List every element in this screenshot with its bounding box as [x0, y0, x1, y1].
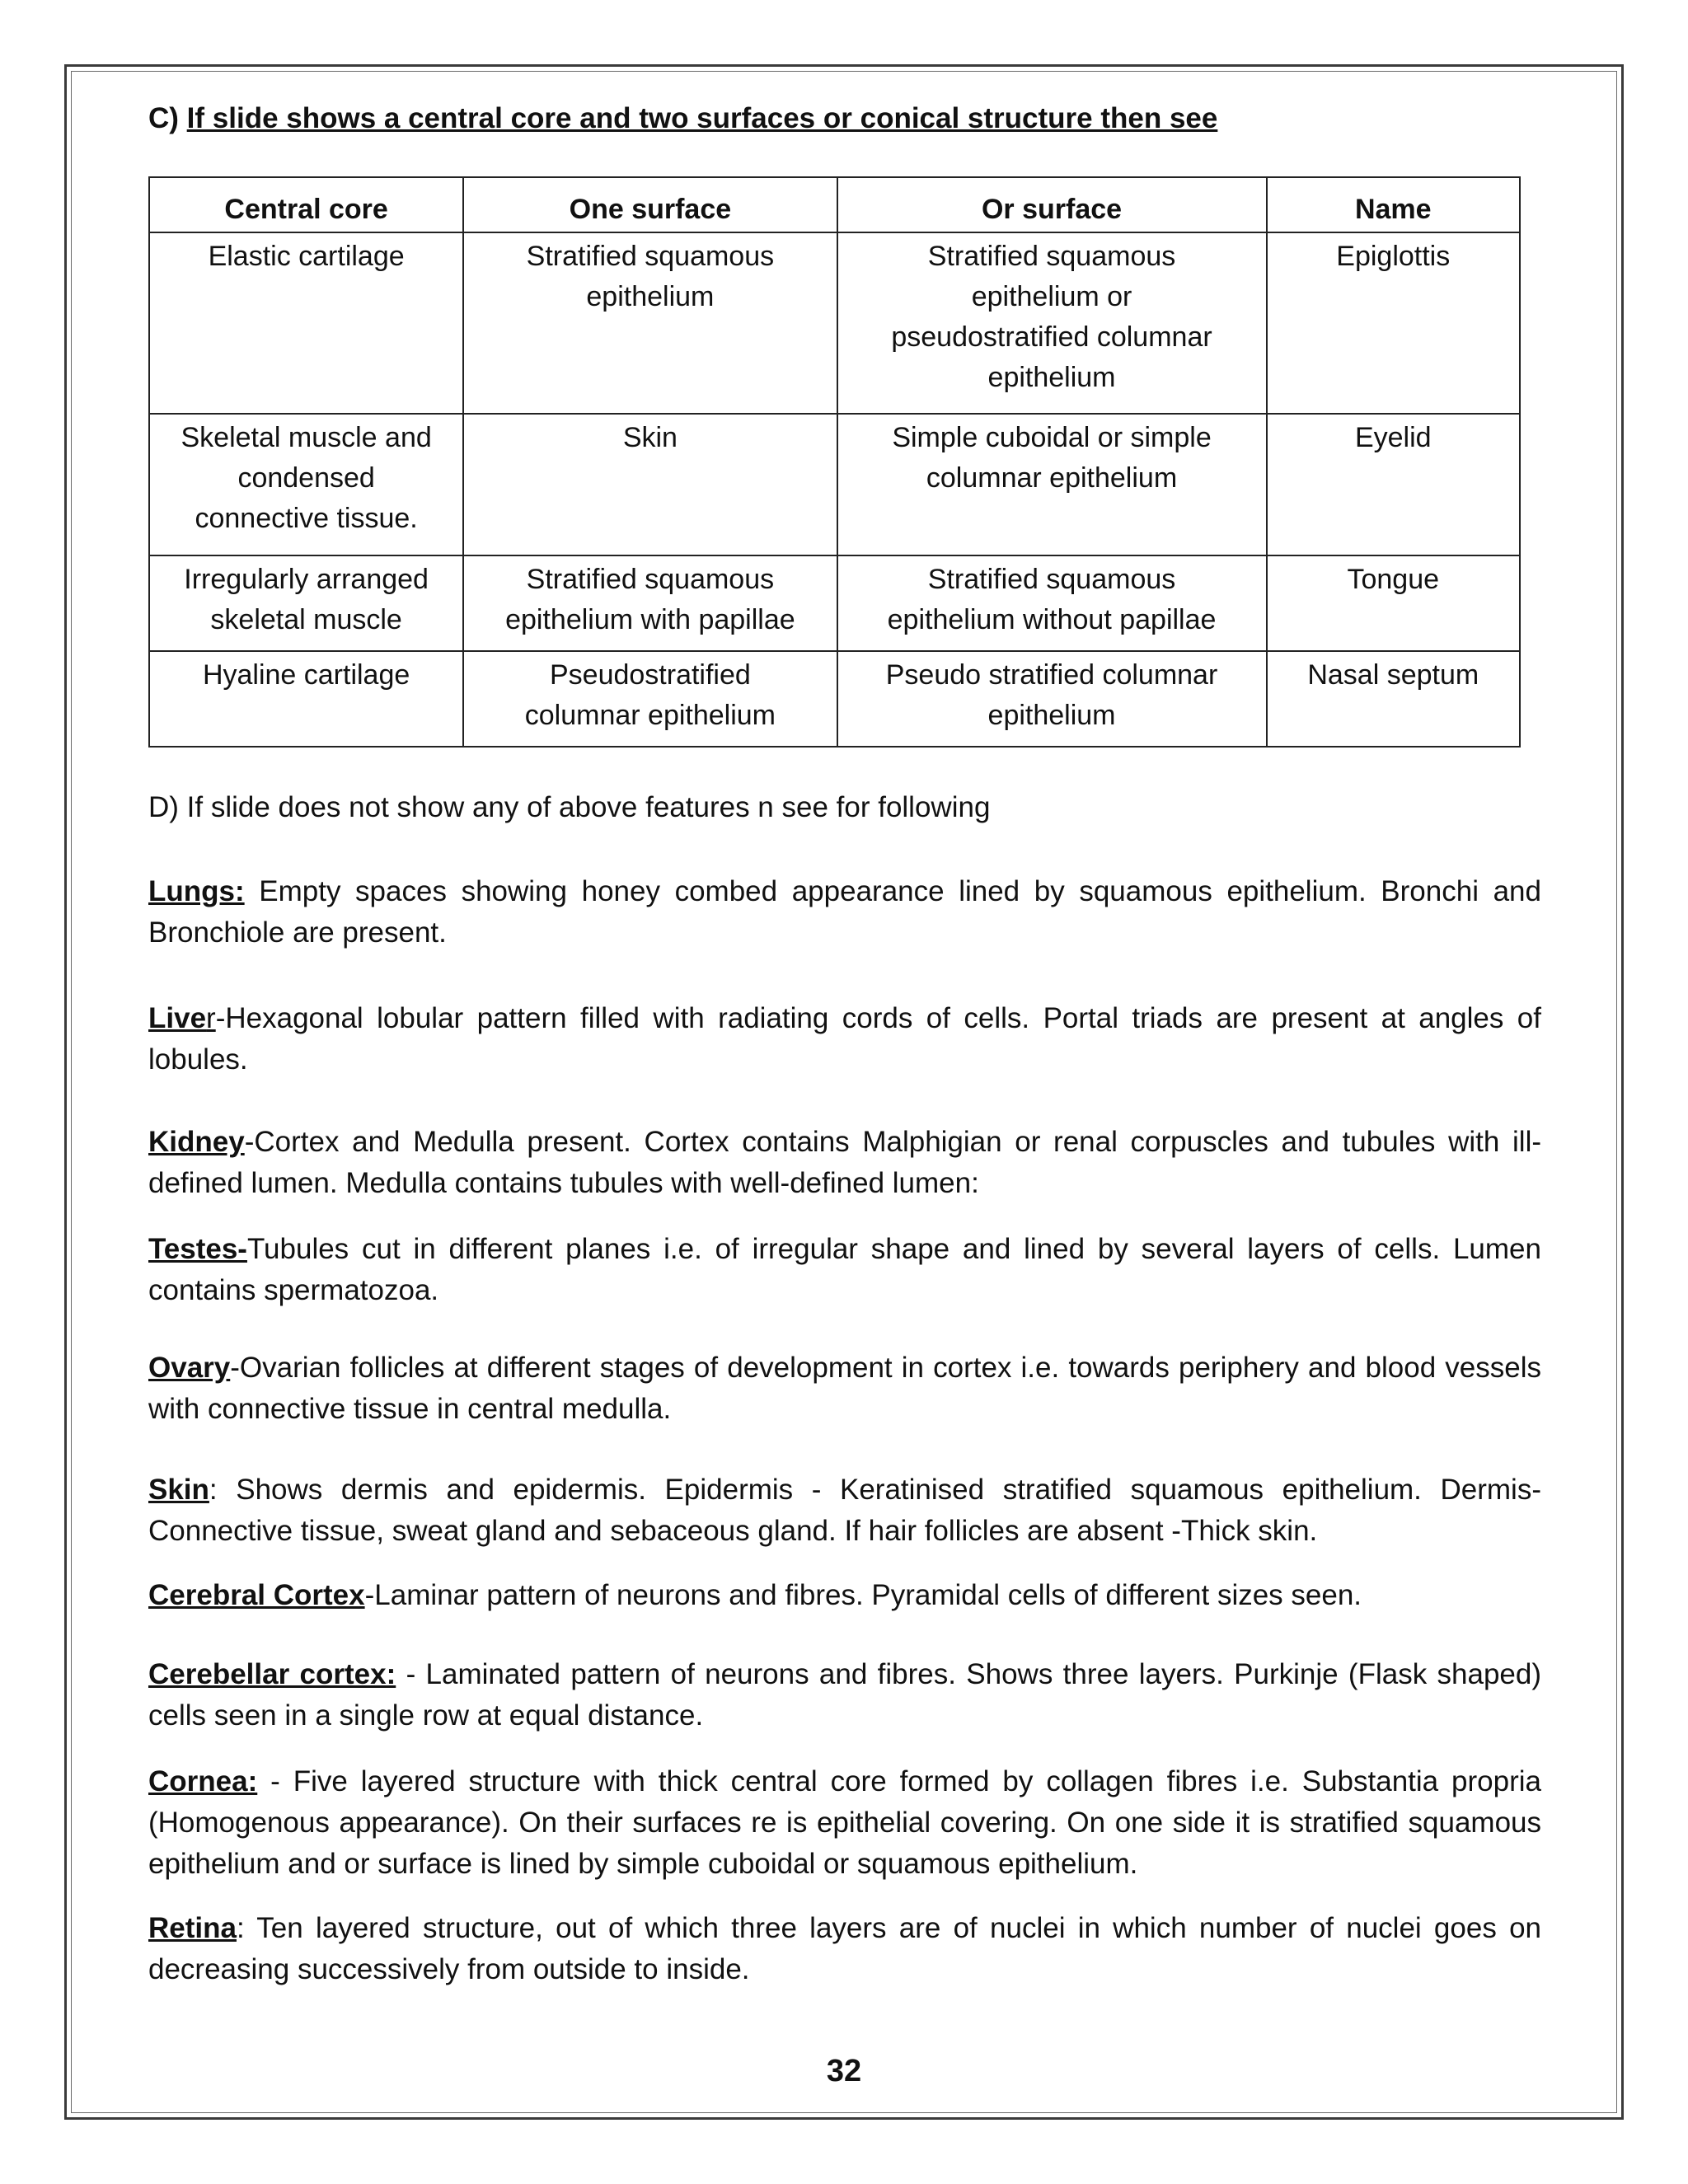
- cell-line: Stratified squamous: [526, 564, 775, 595]
- cell-line: Pseudostratified: [549, 659, 751, 691]
- cell-central-core: [149, 414, 463, 555]
- table-header-row: [149, 177, 1520, 232]
- header-or-surface: Or surface: [837, 177, 1267, 232]
- organ-ovary: [148, 1347, 1541, 1430]
- table-row: [149, 555, 1520, 651]
- cell-line: Stratified squamous: [927, 241, 1176, 272]
- cell-line: epithelium: [586, 281, 715, 312]
- cell-one-surface: [463, 555, 837, 651]
- header-central-core: Central core: [149, 177, 463, 232]
- organ-term-suffix: r: [206, 1002, 216, 1034]
- section-c-heading-text: If slide shows a central core and two surfaces or conical structure then see: [186, 102, 1218, 134]
- cell-name: [1267, 651, 1520, 747]
- organ-description: -Hexagonal lobular pattern filled with radiating cords of cells. Portal triads are present at angles of lobules.: [148, 1002, 1541, 1076]
- cell-line: Epiglottis: [1336, 241, 1451, 272]
- organ-term: Lungs:: [148, 875, 245, 907]
- cell-line: connective tissue.: [195, 503, 418, 534]
- organ-term: Cerebellar cortex:: [148, 1658, 396, 1690]
- organ-liver: [148, 998, 1541, 1080]
- cell-line: epithelium with papillae: [505, 604, 795, 635]
- cell-line: pseudostratified columnar: [891, 321, 1212, 353]
- table-row: [149, 651, 1520, 747]
- table-row: [149, 414, 1520, 555]
- cell-line: epithelium without papillae: [887, 604, 1217, 635]
- organ-lungs: [148, 871, 1541, 954]
- organ-cerebral-cortex: [148, 1575, 1541, 1616]
- cell-central-core: [149, 232, 463, 414]
- organ-term: Kidney: [148, 1126, 245, 1158]
- cell-line: condensed: [237, 462, 375, 494]
- cell-line: Hyaline cartilage: [202, 659, 410, 691]
- organ-term: Testes-: [148, 1233, 247, 1265]
- organ-description: - Five layered structure with thick central core formed by collagen fibres i.e. Substantia propria (Homogenous appearance). On their surfaces re is epithelial covering. On one side it is stratified squamous epithelium and or surface is lined by simple cuboidal or squamous epithelium.: [148, 1765, 1541, 1880]
- cell-line: epithelium or: [971, 281, 1132, 312]
- page-content: [148, 97, 1541, 1990]
- organ-description: Tubules cut in different planes i.e. of irregular shape and lined by several layers of cells. Lumen contains spermatozoa.: [148, 1233, 1541, 1306]
- cell-line: Eyelid: [1354, 422, 1432, 453]
- organ-skin: [148, 1469, 1541, 1552]
- cell-line: epithelium: [987, 700, 1116, 731]
- cell-line: Nasal septum: [1307, 659, 1479, 691]
- cell-central-core: [149, 555, 463, 651]
- organ-description: Empty spaces showing honey combed appearance lined by squamous epithelium. Bronchi and Bronchiole are present.: [148, 875, 1541, 949]
- section-c-heading: [148, 97, 1541, 140]
- cell-or-surface: [837, 555, 1267, 651]
- organ-description: - Laminated pattern of neurons and fibres. Shows three layers. Purkinje (Flask shaped) cells seen in a single row at equal distance.: [148, 1658, 1542, 1732]
- cell-line: epithelium: [987, 362, 1116, 393]
- central-core-table: [148, 176, 1521, 748]
- organ-description: : Shows dermis and epidermis. Epidermis - Keratinised stratified squamous epithelium. Dermis- Connective tissue, sweat gland and sebaceous gland. If hair follicles are absent -Thick skin.: [148, 1474, 1541, 1547]
- organ-cornea: [148, 1761, 1541, 1885]
- cell-or-surface: [837, 651, 1267, 747]
- cell-line: Stratified squamous: [526, 241, 775, 272]
- organ-cerebellar-cortex: [148, 1654, 1541, 1736]
- cell-line: Skin: [622, 422, 678, 453]
- cell-name: [1267, 232, 1520, 414]
- header-one-surface: One surface: [463, 177, 837, 232]
- cell-or-surface: [837, 232, 1267, 414]
- organ-term: Retina: [148, 1912, 237, 1944]
- organ-description: : Ten layered structure, out of which three layers are of nuclei in which number of nuclei goes on decreasing successively from outside to inside.: [148, 1912, 1541, 1985]
- cell-line: columnar epithelium: [926, 462, 1178, 494]
- cell-name: [1267, 414, 1520, 555]
- section-c-label: C): [148, 102, 179, 134]
- cell-line: skeletal muscle: [210, 604, 402, 635]
- organ-term: Cerebral Cortex: [148, 1579, 365, 1611]
- cell-line: Tongue: [1347, 564, 1440, 595]
- cell-line: Irregularly arranged: [184, 564, 429, 595]
- cell-line: Simple cuboidal or simple: [892, 422, 1212, 453]
- organ-kidney: [148, 1122, 1541, 1204]
- organ-term: Live: [148, 1002, 207, 1034]
- organ-term: Skin: [148, 1474, 209, 1506]
- section-d-intro: D) If slide does not show any of above features n see for following: [148, 791, 991, 823]
- cell-or-surface: [837, 414, 1267, 555]
- organ-term: Ovary: [148, 1352, 231, 1384]
- cell-line: Stratified squamous: [927, 564, 1176, 595]
- cell-name: [1267, 555, 1520, 651]
- cell-line: Elastic cartilage: [208, 241, 405, 272]
- organ-retina: [148, 1908, 1541, 1990]
- cell-line: Pseudo stratified columnar: [885, 659, 1218, 691]
- header-name: Name: [1267, 177, 1520, 232]
- cell-one-surface: [463, 414, 837, 555]
- cell-line: columnar epithelium: [524, 700, 776, 731]
- organ-description: -Laminar pattern of neurons and fibres. Pyramidal cells of different sizes seen.: [364, 1579, 1362, 1611]
- cell-line: Skeletal muscle and: [181, 422, 432, 453]
- organ-testes: [148, 1229, 1541, 1311]
- organ-description: -Ovarian follicles at different stages of development in cortex i.e. towards periphery and blood vessels with connective tissue in central medulla.: [148, 1352, 1541, 1425]
- cell-one-surface: [463, 232, 837, 414]
- cell-one-surface: [463, 651, 837, 747]
- organ-description: -Cortex and Medulla present. Cortex contains Malphigian or renal corpuscles and tubules with ill-defined lumen. Medulla contains tubules with well-defined lumen:: [148, 1126, 1541, 1199]
- organ-term: Cornea:: [148, 1765, 258, 1797]
- cell-central-core: [149, 651, 463, 747]
- table-row: [149, 232, 1520, 414]
- page-number: 32: [826, 2054, 862, 2088]
